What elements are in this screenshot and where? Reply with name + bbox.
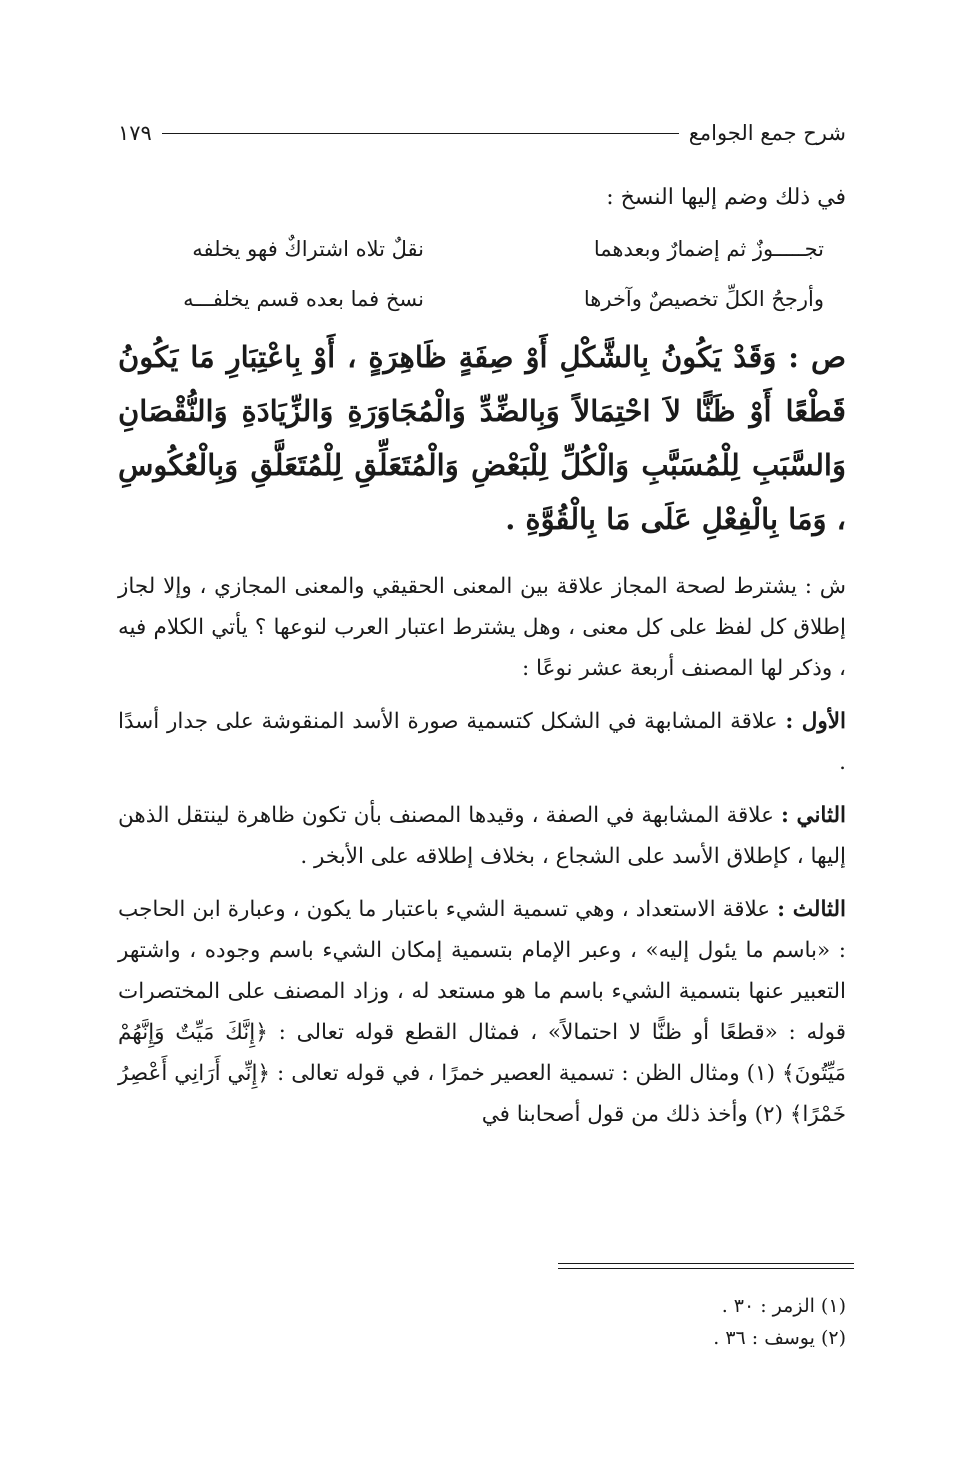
commentary-paragraph: [118, 795, 846, 877]
page-number: ١٧٩: [118, 121, 152, 145]
verse-line: [118, 224, 846, 274]
header-rule: [162, 133, 679, 134]
intro-line: في ذلك وضم إليها النسخ :: [606, 185, 846, 210]
commentary-paragraph: [118, 889, 846, 1135]
verse-first-hemistich: وأرجحُ الكلِّ تخصيصٌ وآخرها: [583, 287, 824, 311]
verse-line: [118, 274, 846, 324]
paragraph-lead: الأول :: [785, 709, 846, 734]
commentary-text: علاقة المشابهة في الصفة ، وقيدها المصنف بأن تكون ظاهرة لينتقل الذهن إليها ، كإطلاق الأسد على الشجاع ، بخلاف إطلاقه على الأبخر .: [118, 803, 846, 869]
footnotes: [118, 1290, 846, 1354]
verse-first-hemistich: تجـــــوزٌ ثم إضمارٌ وبعدهما: [593, 237, 824, 261]
commentary-text: ش : يشترط لصحة المجاز علاقة بين المعنى الحقيقي والمعنى المجازي ، وإلا لجاز إطلاق كل لفظ على كل معنى ، وهل يشترط اعتبار العرب لنوعها ؟ يأتي الكلام فيه ، وذكر لها المصنف أربعة عشر نوعًا :: [118, 574, 846, 681]
paragraph-lead: الثالث :: [777, 897, 847, 922]
commentary-paragraph: [118, 566, 846, 689]
running-header: [118, 118, 846, 148]
commentary-text: علاقة الاستعداد ، وهي تسمية الشيء باعتبار ما يكون ، وعبارة ابن الحاجب : «باسم ما يئول إليه» ، وعبر الإمام بتسمية إمكان الشيء باسم وجوده ، واشتهر التعبير عنها بتسمية الشيء باسم ما هو مستعد له ، وزاد المصنف على المختصرات قوله : «قطعًا أو ظنًّا لا احتمالاً» ، فمثال القطع قوله تعالى : ﴿إِنَّكَ مَيِّتٌ وَإِنَّهُمْ مَيِّتُونَ﴾ (١) ومثال الظن : تسمية العصير خمرًا ، في قوله تعالى : ﴿إِنِّي أَرَانِي أَعْصِرُ خَمْرًا﴾ (٢) وأخذ ذلك من قول أصحابنا في: [118, 897, 846, 1127]
page-body: [118, 178, 846, 1147]
paragraph-lead: الثاني :: [780, 803, 846, 828]
commentary-text: علاقة المشابهة في الشكل كتسمية صورة الأسد المنقوشة على جدار أسدًا .: [118, 709, 846, 775]
verse-second-hemistich: نسخ فما بعده قسم يخلفـــه: [183, 287, 424, 311]
matn-text: ص : وَقَدْ يَكُونُ بِالشَّكْلِ أَوْ صِفَةٍ ظَاهِرَةٍ ، أَوْ بِاعْتِبَارِ مَا يَكُونُ قَطْعًا أَوْ ظَنًّا لاَ احْتِمَالاً وَبِالضِّدِّ وَالْمُجَاوَرَةِ وَالزِّيَادَةِ وَالنُّقْصَانِ وَالسَّبَبِ لِلْمُسَبَّبِ وَالْكُلِّ لِلْبَعْضِ وَالْمُتَعَلِّقِ لِلْمُتَعَلَّقِ وَبِالْعُكُوسِ ، وَمَا بِالْفِعْلِ عَلَى مَا بِالْقُوَّةِ .: [118, 340, 846, 536]
footnote: (١) الزمر : ٣٠ .: [721, 1295, 846, 1317]
commentary-paragraph: [118, 701, 846, 783]
verse-second-hemistich: نقلٌ تلاه اشتراكٌ فهو يخلفه: [192, 237, 424, 261]
footnote-separator: [558, 1263, 854, 1269]
footnote: (٢) يوسف : ٣٦ .: [713, 1327, 846, 1349]
header-title: شرح جمع الجوامع: [688, 121, 846, 145]
